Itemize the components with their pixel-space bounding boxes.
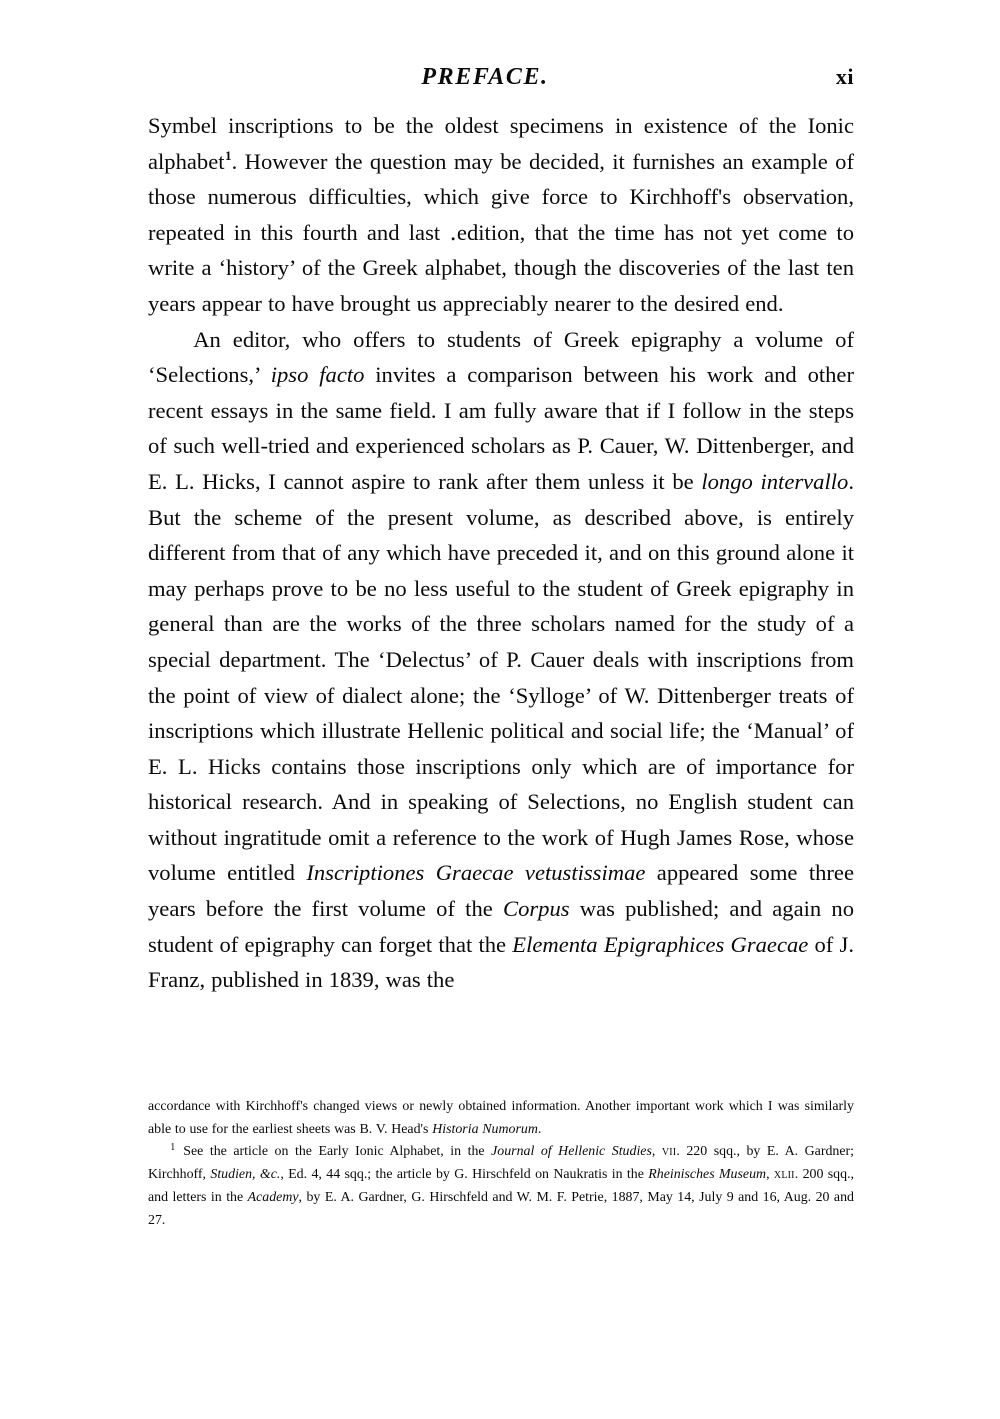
paragraph-2-part-3: . But the scheme of the present volume, as described above, is entirely different from that of any which have preceded it, and on this ground alone it may perhaps prove to be no less useful to the student of Greek epigraphy in general than are the works of the three scholars named for the study of a special department. The ‘Delectus’ of P. Cauer deals with inscriptions from the point of view of dialect alone; the ‘Sylloge’ of W. Dittenberger treats of inscriptions which illustrate Hellenic political and social life; the ‘Manual’ of E. L. Hicks contains those inscriptions only which are of importance for historical research. And in speaking of Selections, no English student can without ingratitude omit a reference to the work of Hugh James Rose, whose volume entitled xyxy=(148,468,854,886)
work-title-studien: Studien, &c. xyxy=(210,1167,281,1183)
footnote-1-part-6: . 200 sqq., and letters in the xyxy=(148,1167,855,1205)
footnote-1 xyxy=(148,1141,854,1232)
work-title-corpus: Corpus xyxy=(503,896,570,922)
footnote-1-part-7: , by E. A. Gardner, G. Hirschfeld and W. M. F. Petrie, 1887, May 14, July 9 and 16, Aug. 20 and 27. xyxy=(148,1189,854,1228)
journal-title-jhs: Journal of Hellenic Studies xyxy=(491,1144,652,1160)
footnote-continued-part-1: accordance with Kirchhoff's changed views or newly obtained information. Another important work which I was similarly able to use for the earliest sheets was B. V. Head's xyxy=(148,1099,854,1137)
journal-title-rheinisches-museum: Rheinisches Museum xyxy=(648,1167,767,1183)
paragraph-2-part-2: invites a comparison between his work and other recent essays in the same field. I am fully aware that if I follow in the steps of such well-tried and experienced scholars as P. Cauer, W. Dittenberger, and E. L. Hicks, I cannot aspire to rank after them unless it be xyxy=(148,362,854,494)
running-head xyxy=(148,60,854,94)
volume-numeral-xlii: xlii xyxy=(773,1167,795,1183)
body-text xyxy=(148,108,854,998)
footnote-1-part-2: , xyxy=(651,1144,662,1160)
running-head-inner xyxy=(148,60,854,94)
footnote-1-part-3: . 220 sqq., by E. A. Gardner; Kirchhoff, xyxy=(148,1144,854,1183)
latin-phrase-longo-intervallo: longo intervallo xyxy=(701,468,849,494)
footnote-1-part-5: , xyxy=(766,1167,774,1183)
footnote-continued xyxy=(148,1096,854,1141)
paragraph-2-part-4: appeared some three years before the first volume of the xyxy=(148,860,854,922)
footnote-number-1: 1 xyxy=(170,1141,176,1153)
footnote-continued-part-2: . xyxy=(537,1121,542,1137)
latin-phrase-ipso-facto: ipso facto xyxy=(270,362,365,388)
paragraph-1 xyxy=(148,108,854,322)
work-title-historia-numorum: Historia Numorum xyxy=(432,1121,538,1137)
paragraph-2-part-1: An editor, who offers to students of Greek epigraphy a volume of ‘Selections,’ xyxy=(148,326,854,388)
paragraph-2-part-5: was published; and again no student of epigraphy can forget that the xyxy=(148,896,854,957)
footnotes-block xyxy=(148,1096,854,1232)
paragraph-2 xyxy=(148,322,854,998)
journal-title-academy: Academy xyxy=(247,1189,299,1205)
paragraph-1-part-1: Symbel inscriptions to be the oldest specimens in existence of the Ionic alphabet xyxy=(148,113,854,174)
page-number: xi xyxy=(835,64,854,89)
footnote-1-part-4: , Ed. 4, 44 sqq.; the article by G. Hirschfeld on Naukratis in the xyxy=(280,1167,649,1183)
work-title-elementa-epigraphices: Elementa Epigraphices Graecae xyxy=(512,931,809,957)
footnote-reference-1[interactable]: 1 xyxy=(225,148,232,164)
paragraph-2-part-6: of J. Franz, published in 1839, was the xyxy=(148,931,854,993)
work-title-inscriptiones-graecae: Inscriptiones Graecae vetustissimae xyxy=(306,860,646,886)
page-title: PREFACE. xyxy=(421,64,549,90)
paragraph-1-part-2: . However the question may be decided, it furnishes an example of those numerous difficulties, which give force to Kirchhoff's observation, repeated in this fourth and last ․edition, that the time has not yet come to write a ‘history’ of the Greek alphabet, though the discoveries of the last ten years appear to have brought us appreciably nearer to the desired end. xyxy=(148,148,854,316)
volume-numeral-vii: vii xyxy=(661,1144,677,1160)
footnote-1-part-1: See the article on the Early Ionic Alphabet, in the xyxy=(176,1144,492,1160)
